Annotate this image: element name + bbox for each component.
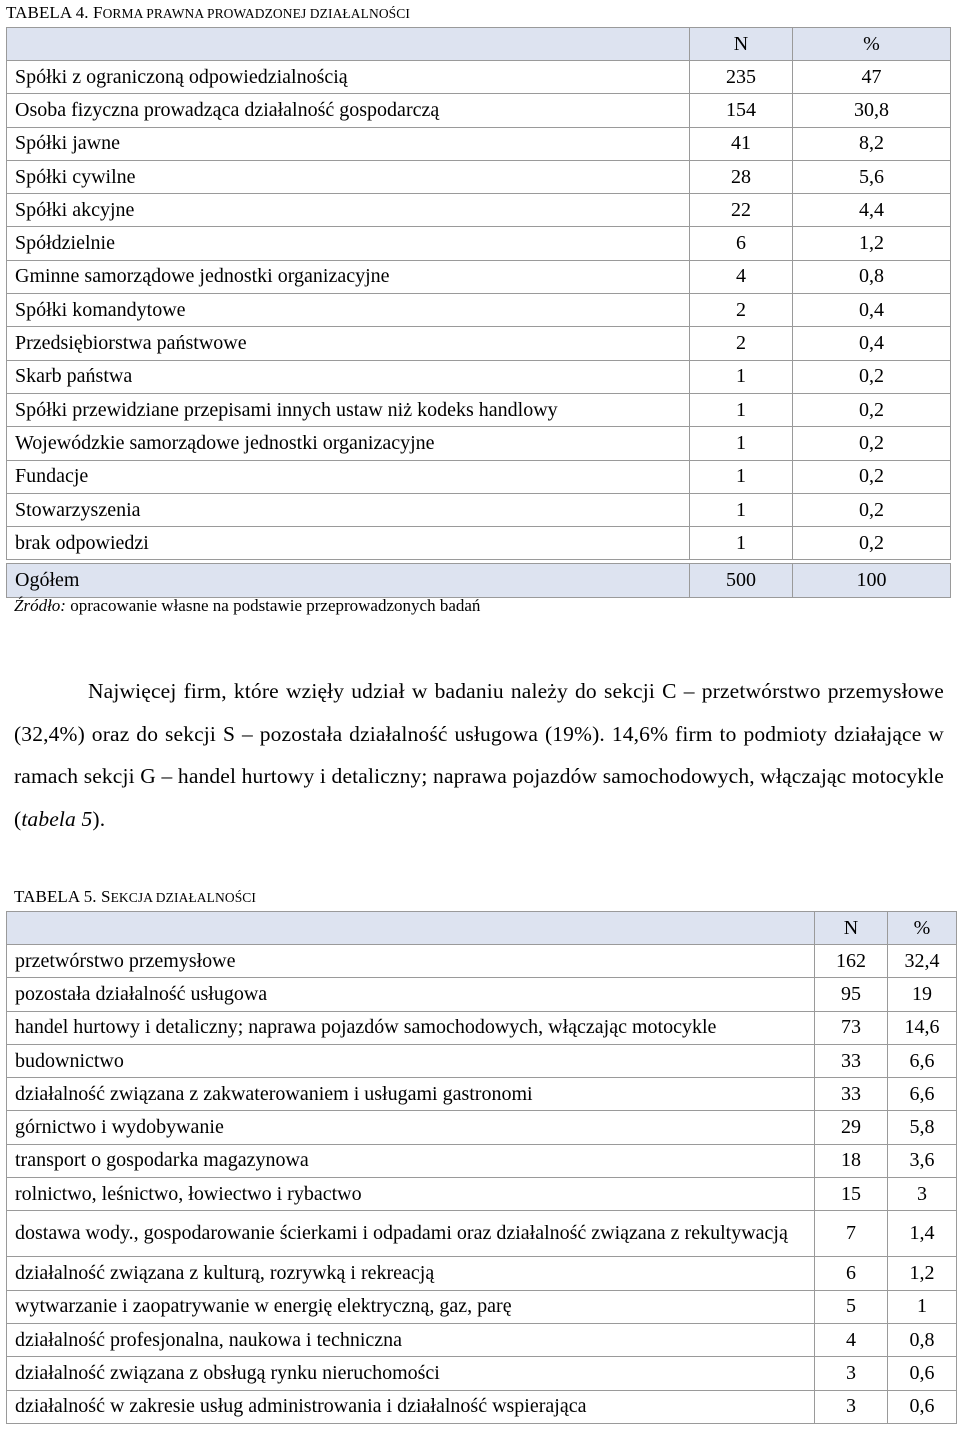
table-row bbox=[7, 294, 951, 327]
row-percent: 1 bbox=[888, 1290, 957, 1323]
table5-caption bbox=[14, 887, 256, 907]
total-count: 500 bbox=[690, 564, 793, 598]
table-row bbox=[7, 1044, 957, 1077]
paragraph-end: ). bbox=[92, 806, 106, 831]
table-row bbox=[7, 945, 957, 978]
row-count: 1 bbox=[690, 460, 793, 493]
row-percent: 0,4 bbox=[793, 294, 951, 327]
table-row bbox=[7, 1290, 957, 1323]
row-percent: 0,8 bbox=[793, 260, 951, 293]
table-row bbox=[7, 127, 951, 160]
row-label: budownictwo bbox=[7, 1044, 815, 1077]
row-count: 73 bbox=[815, 1011, 888, 1044]
table-row bbox=[7, 61, 951, 94]
row-percent: 1,2 bbox=[888, 1257, 957, 1290]
row-label: Stowarzyszenia bbox=[7, 493, 690, 526]
row-count: 33 bbox=[815, 1044, 888, 1077]
source-label: Źródło: bbox=[14, 596, 66, 615]
header-percent: % bbox=[888, 912, 957, 945]
table-row bbox=[7, 194, 951, 227]
table-row bbox=[7, 327, 951, 360]
header-n: N bbox=[815, 912, 888, 945]
paragraph-text: Najwięcej firm, które wzięły udział w badaniu należy do sekcji C – przetwórstwo przemysłowe (32,4%) oraz do sekcji S – pozostała działalność usługowa (19%). 14,6% firm to podmioty działające w ramach sekcji G – handel hurtowy i detaliczny; naprawa pojazdów samochodowych, włączając motocykle ( bbox=[14, 679, 944, 831]
table-row bbox=[7, 1111, 957, 1144]
row-percent: 0,2 bbox=[793, 360, 951, 393]
table-row bbox=[7, 1323, 957, 1356]
table4-caption-prefix: TABELA 4. bbox=[6, 3, 89, 22]
row-percent: 8,2 bbox=[793, 127, 951, 160]
row-label: działalność związana z zakwaterowaniem i usługami gastronomi bbox=[7, 1078, 815, 1111]
row-count: 6 bbox=[815, 1257, 888, 1290]
row-count: 3 bbox=[815, 1390, 888, 1423]
table-header-row bbox=[7, 28, 951, 61]
row-percent: 3 bbox=[888, 1178, 957, 1211]
table4-caption bbox=[6, 3, 410, 23]
row-label: Spółki cywilne bbox=[7, 160, 690, 193]
row-label: działalność związana z obsługą rynku nieruchomości bbox=[7, 1357, 815, 1390]
row-percent: 0,2 bbox=[793, 460, 951, 493]
row-percent: 6,6 bbox=[888, 1044, 957, 1077]
row-count: 1 bbox=[690, 493, 793, 526]
total-percent: 100 bbox=[793, 564, 951, 598]
row-count: 7 bbox=[815, 1211, 888, 1257]
row-percent: 5,6 bbox=[793, 160, 951, 193]
row-label: Skarb państwa bbox=[7, 360, 690, 393]
row-count: 235 bbox=[690, 61, 793, 94]
row-label: górnictwo i wydobywanie bbox=[7, 1111, 815, 1144]
row-count: 29 bbox=[815, 1111, 888, 1144]
table-row bbox=[7, 360, 951, 393]
row-percent: 0,2 bbox=[793, 493, 951, 526]
row-label: rolnictwo, leśnictwo, łowiectwo i rybactwo bbox=[7, 1178, 815, 1211]
row-label: Spółki akcyjne bbox=[7, 194, 690, 227]
row-label: Gminne samorządowe jednostki organizacyjne bbox=[7, 260, 690, 293]
row-percent: 4,4 bbox=[793, 194, 951, 227]
table-row bbox=[7, 1011, 957, 1044]
table-row bbox=[7, 1178, 957, 1211]
table-row bbox=[7, 1078, 957, 1111]
row-count: 1 bbox=[690, 393, 793, 426]
row-count: 33 bbox=[815, 1078, 888, 1111]
row-label: handel hurtowy i detaliczny; naprawa pojazdów samochodowych, włączając motocykle bbox=[7, 1011, 815, 1044]
row-label: działalność profesjonalna, naukowa i techniczna bbox=[7, 1323, 815, 1356]
row-count: 22 bbox=[690, 194, 793, 227]
body-paragraph bbox=[14, 670, 944, 840]
row-percent: 3,6 bbox=[888, 1144, 957, 1177]
row-count: 1 bbox=[690, 427, 793, 460]
header-empty-cell bbox=[7, 28, 690, 61]
table-row bbox=[7, 427, 951, 460]
row-percent: 0,4 bbox=[793, 327, 951, 360]
table4-caption-first: F bbox=[93, 3, 103, 22]
table-row bbox=[7, 493, 951, 526]
source-text: opracowanie własne na podstawie przeprowadzonych badań bbox=[65, 596, 481, 615]
row-count: 15 bbox=[815, 1178, 888, 1211]
row-count: 28 bbox=[690, 160, 793, 193]
row-label: brak odpowiedzi bbox=[7, 527, 690, 560]
row-label: Spółki z ograniczoną odpowiedzialnością bbox=[7, 61, 690, 94]
row-label: dostawa wody., gospodarowanie ścierkami i odpadami oraz działalność związana z rekultywacją bbox=[7, 1211, 815, 1257]
row-count: 18 bbox=[815, 1144, 888, 1177]
row-count: 162 bbox=[815, 945, 888, 978]
row-count: 4 bbox=[815, 1323, 888, 1356]
row-label: transport o gospodarka magazynowa bbox=[7, 1144, 815, 1177]
table-row bbox=[7, 1144, 957, 1177]
row-percent: 0,2 bbox=[793, 427, 951, 460]
row-percent: 0,6 bbox=[888, 1357, 957, 1390]
row-count: 154 bbox=[690, 94, 793, 127]
header-percent: % bbox=[793, 28, 951, 61]
row-count: 95 bbox=[815, 978, 888, 1011]
row-percent: 0,8 bbox=[888, 1323, 957, 1356]
table-row bbox=[7, 1211, 957, 1257]
row-percent: 1,4 bbox=[888, 1211, 957, 1257]
table4 bbox=[6, 27, 951, 598]
row-label: pozostała działalność usługowa bbox=[7, 978, 815, 1011]
row-label: wytwarzanie i zaopatrywanie w energię elektryczną, gaz, parę bbox=[7, 1290, 815, 1323]
table-row bbox=[7, 160, 951, 193]
table-row bbox=[7, 1357, 957, 1390]
row-percent: 6,6 bbox=[888, 1078, 957, 1111]
row-label: działalność związana z kulturą, rozrywką i rekreacją bbox=[7, 1257, 815, 1290]
row-label: Spółki komandytowe bbox=[7, 294, 690, 327]
row-count: 1 bbox=[690, 360, 793, 393]
row-count: 6 bbox=[690, 227, 793, 260]
row-percent: 5,8 bbox=[888, 1111, 957, 1144]
table-row bbox=[7, 94, 951, 127]
row-count: 4 bbox=[690, 260, 793, 293]
table-total-row bbox=[7, 564, 951, 598]
table5 bbox=[6, 911, 957, 1424]
table4-caption-rest: ORMA PRAWNA PROWADZONEJ DZIAŁALNOŚCI bbox=[102, 6, 410, 21]
table-row bbox=[7, 978, 957, 1011]
row-count: 3 bbox=[815, 1357, 888, 1390]
row-percent: 0,2 bbox=[793, 527, 951, 560]
table-row bbox=[7, 1257, 957, 1290]
row-label: Spółki przewidziane przepisami innych ustaw niż kodeks handlowy bbox=[7, 393, 690, 426]
row-label: Przedsiębiorstwa państwowe bbox=[7, 327, 690, 360]
row-percent: 14,6 bbox=[888, 1011, 957, 1044]
table5-caption-first: S bbox=[101, 887, 111, 906]
row-label: działalność w zakresie usług administrowania i działalność wspierająca bbox=[7, 1390, 815, 1423]
row-count: 41 bbox=[690, 127, 793, 160]
row-label: Spółki jawne bbox=[7, 127, 690, 160]
table-row bbox=[7, 1390, 957, 1423]
row-label: Osoba fizyczna prowadząca działalność gospodarczą bbox=[7, 94, 690, 127]
table-header-row bbox=[7, 912, 957, 945]
row-label: przetwórstwo przemysłowe bbox=[7, 945, 815, 978]
total-label: Ogółem bbox=[7, 564, 690, 598]
row-count: 2 bbox=[690, 294, 793, 327]
table-row bbox=[7, 393, 951, 426]
row-count: 5 bbox=[815, 1290, 888, 1323]
row-percent: 1,2 bbox=[793, 227, 951, 260]
header-empty-cell bbox=[7, 912, 815, 945]
row-percent: 19 bbox=[888, 978, 957, 1011]
table5-caption-rest: EKCJA DZIAŁALNOŚCI bbox=[110, 890, 257, 905]
table-row bbox=[7, 260, 951, 293]
row-percent: 30,8 bbox=[793, 94, 951, 127]
table4-source bbox=[14, 596, 480, 616]
row-count: 2 bbox=[690, 327, 793, 360]
table5-caption-prefix: TABELA 5. bbox=[14, 887, 97, 906]
row-label: Spółdzielnie bbox=[7, 227, 690, 260]
row-label: Wojewódzkie samorządowe jednostki organizacyjne bbox=[7, 427, 690, 460]
table-row bbox=[7, 527, 951, 560]
table-row bbox=[7, 227, 951, 260]
row-percent: 0,6 bbox=[888, 1390, 957, 1423]
paragraph-table-ref: tabela 5 bbox=[21, 806, 93, 831]
table-row bbox=[7, 460, 951, 493]
row-percent: 47 bbox=[793, 61, 951, 94]
header-n: N bbox=[690, 28, 793, 61]
row-percent: 0,2 bbox=[793, 393, 951, 426]
row-label: Fundacje bbox=[7, 460, 690, 493]
row-percent: 32,4 bbox=[888, 945, 957, 978]
row-count: 1 bbox=[690, 527, 793, 560]
